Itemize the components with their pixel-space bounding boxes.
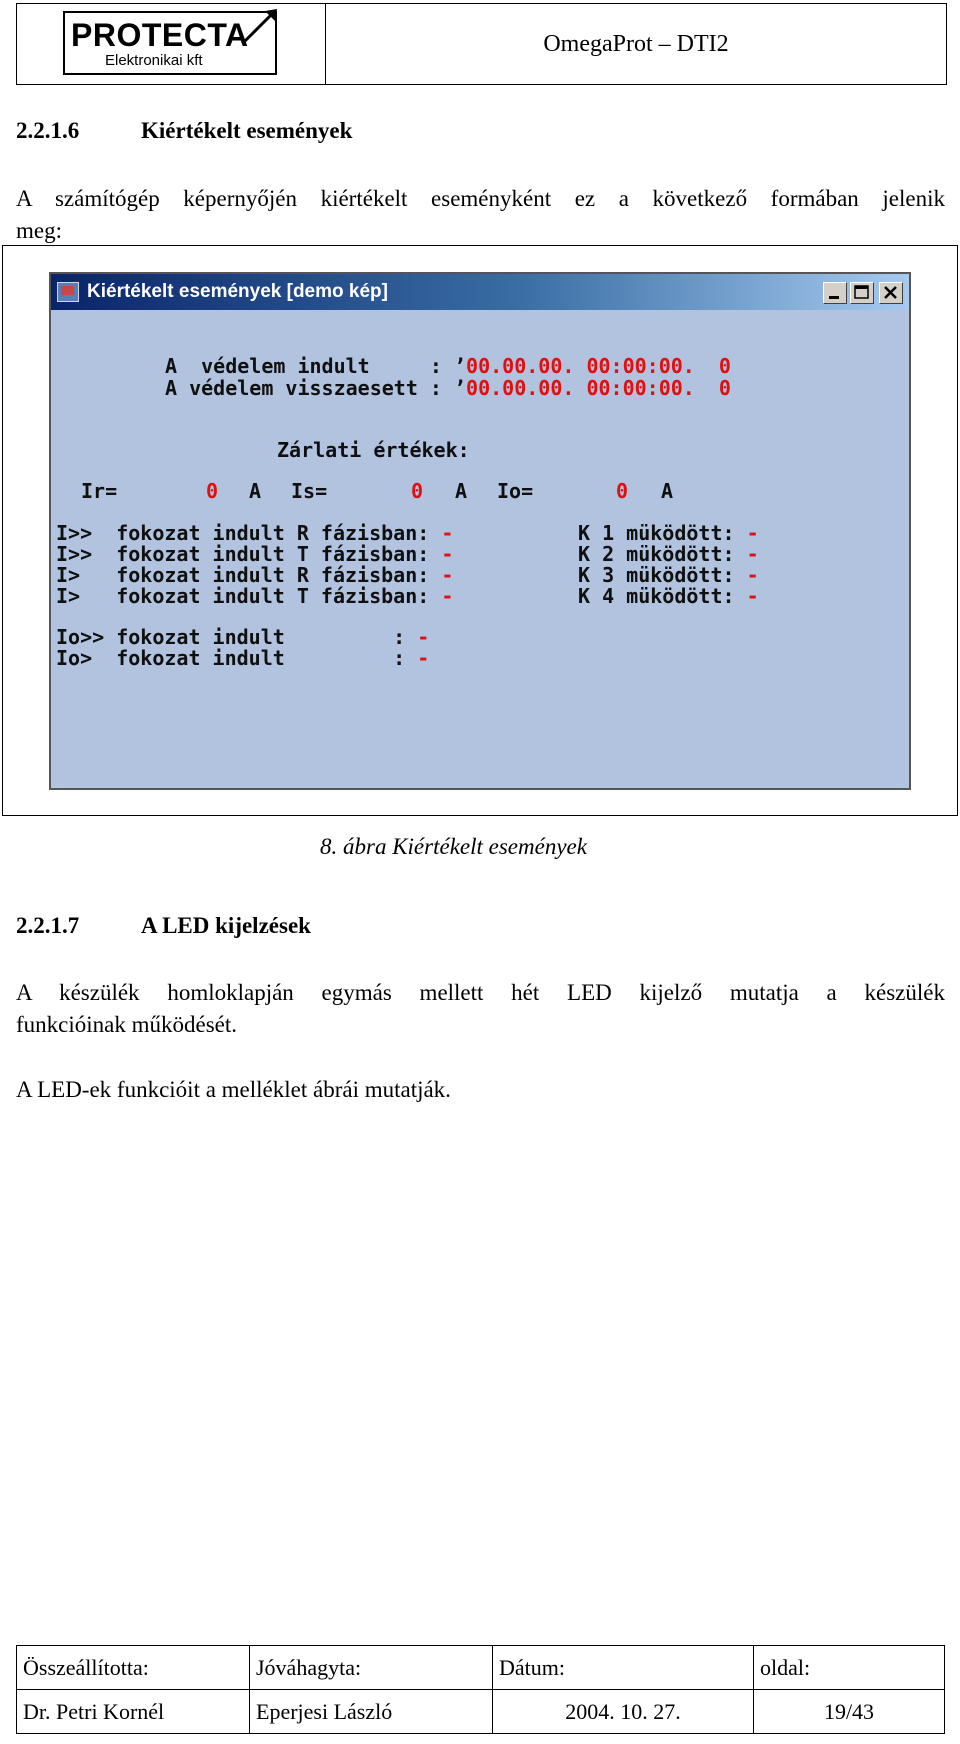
ir-label: Ir= [81, 479, 118, 503]
stage-row [56, 543, 453, 565]
protection-start-row [165, 355, 731, 377]
footer-date: 2004. 10. 27. [493, 1690, 754, 1734]
app-icon [57, 282, 79, 302]
footer-value-row [17, 1690, 945, 1734]
is-unit: A [455, 479, 468, 503]
stage-value: - [441, 563, 454, 587]
footer-label-date: Dátum: [493, 1646, 754, 1690]
relay-label: K 2 müködött: [578, 542, 735, 566]
io-label: Io= [497, 479, 534, 503]
logo-sub-text: Elektronikai kft [105, 52, 203, 69]
io-stage-value: - [417, 646, 430, 670]
minimize-button[interactable] [823, 282, 847, 304]
section2-text-line2: funkcióinak működését. [16, 1012, 238, 1037]
protection-start-value: 00.00.00. 00:00:00. 0 [466, 354, 731, 378]
protection-start-label: A védelem indult : ’ [165, 354, 467, 378]
relay-value: - [746, 521, 759, 545]
relay-row [578, 585, 759, 607]
io-unit: A [661, 479, 674, 503]
is-label: Is= [291, 479, 328, 503]
ir-unit: A [249, 479, 262, 503]
relay-label: K 3 müködött: [578, 563, 735, 587]
relay-row [578, 564, 759, 586]
section2-text-line1: A készülék homloklapján egymás mellett hét LED kijelző mutatja a készülék [16, 980, 945, 1005]
relay-value: - [746, 584, 759, 608]
logo-arrow-icon [243, 7, 283, 47]
io-stage-row [56, 647, 429, 669]
ir-value: 0 [206, 479, 219, 503]
is-value: 0 [411, 479, 424, 503]
section1-text-line2: meg: [16, 218, 62, 243]
relay-label: K 4 müködött: [578, 584, 735, 608]
stage-row [56, 522, 453, 544]
stage-label: I>> fokozat indult T fázisban: [56, 542, 430, 566]
section-heading-led [16, 913, 311, 939]
footer-compiled-by: Dr. Petri Kornél [17, 1690, 250, 1734]
section-number: 2.2.1.6 [16, 118, 80, 143]
protection-drop-value: 00.00.00. 00:00:00. 0 [466, 376, 731, 400]
stage-value: - [441, 584, 454, 608]
section-title: Kiértékelt események [141, 118, 353, 143]
close-button[interactable] [879, 282, 903, 304]
close-icon [880, 283, 902, 303]
section-number: 2.2.1.7 [16, 913, 80, 938]
stage-row [56, 564, 453, 586]
footer-page: 19/43 [754, 1690, 945, 1734]
logo-cell [17, 4, 326, 84]
section2-text-line3: A LED-ek funkcióit a melléklet ábrái mutatják. [16, 1077, 451, 1102]
io-stage-value: - [417, 625, 430, 649]
stage-value: - [441, 542, 454, 566]
protection-drop-row [165, 377, 731, 399]
footer-label-compiled: Összeállította: [17, 1646, 250, 1690]
protection-drop-label: A védelem visszaesett : ’ [165, 376, 467, 400]
document-title: OmegaProt – DTI2 [543, 30, 729, 57]
relay-value: - [746, 563, 759, 587]
footer-table [16, 1645, 945, 1734]
events-window [49, 272, 911, 790]
stage-label: I> fokozat indult T fázisban: [56, 584, 430, 608]
relay-row [578, 543, 759, 565]
maximize-button[interactable] [850, 282, 874, 304]
io-value: 0 [616, 479, 629, 503]
maximize-icon [851, 283, 873, 303]
io-stage-label: Io> fokozat indult : [56, 646, 406, 670]
io-stage-label: Io>> fokozat indult : [56, 625, 406, 649]
stage-label: I> fokozat indult R fázisban: [56, 563, 430, 587]
minimize-icon [824, 283, 846, 303]
stage-label: I>> fokozat indult R fázisban: [56, 521, 430, 545]
company-logo [63, 11, 277, 75]
window-title: Kiértékelt események [demo kép] [87, 281, 388, 302]
footer-label-page: oldal: [754, 1646, 945, 1690]
section-title: A LED kijelzések [141, 913, 311, 938]
section1-text-line1: A számítógép képernyőjén kiértékelt eseményként ez a következő formában jelenik [16, 186, 945, 211]
footer-label-row [17, 1646, 945, 1690]
relay-label: K 1 müködött: [578, 521, 735, 545]
section-heading-events [16, 118, 352, 144]
footer-label-approved: Jóváhagyta: [250, 1646, 493, 1690]
stage-value: - [441, 521, 454, 545]
page-header [16, 3, 947, 85]
figure-caption: 8. ábra Kiértékelt események [320, 834, 587, 859]
fault-values-heading: Zárlati értékek: [277, 438, 470, 462]
relay-value: - [746, 542, 759, 566]
stage-row [56, 585, 453, 607]
logo-main-text: PROTECTA [71, 17, 249, 53]
window-titlebar [51, 274, 909, 310]
footer-approved-by: Eperjesi László [250, 1690, 493, 1734]
io-stage-row [56, 626, 429, 648]
relay-row [578, 522, 759, 544]
